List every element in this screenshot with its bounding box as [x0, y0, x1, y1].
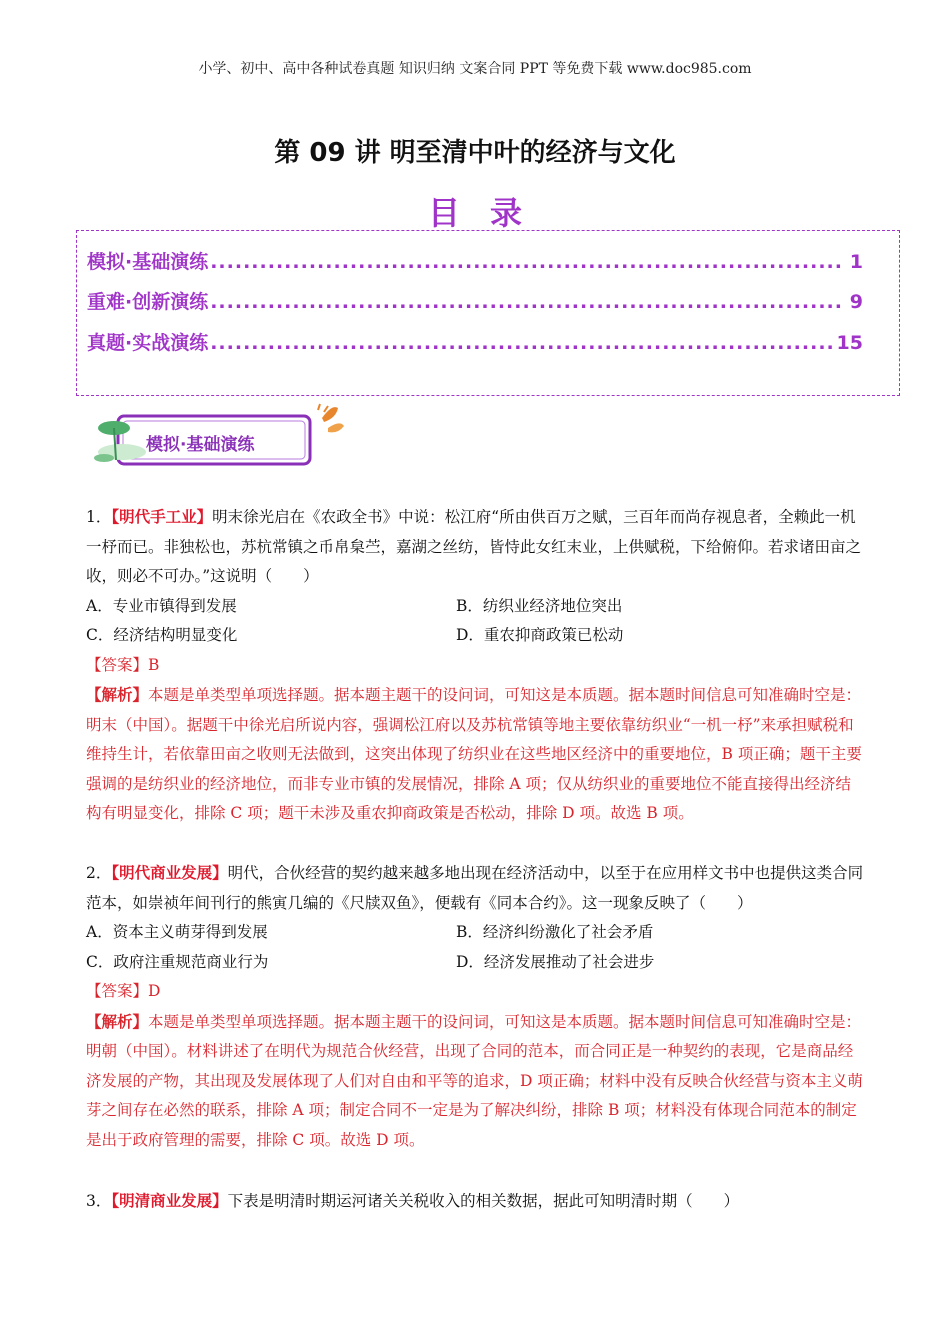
option-a[interactable]: A．资本主义萌芽得到发展 — [86, 923, 268, 941]
toc-leader-dots — [210, 332, 834, 354]
answer: 【答案】D — [86, 982, 161, 1000]
option-b[interactable]: B．经济纠纷激化了社会矛盾 — [456, 923, 654, 941]
option-d[interactable]: D．重农抑商政策已松动 — [456, 626, 624, 644]
question-2 — [86, 858, 866, 1155]
option-b[interactable]: B．纺织业经济地位突出 — [456, 596, 623, 615]
question-1 — [86, 502, 866, 829]
table-of-contents — [76, 230, 900, 396]
question-stem: 2．【明代商业发展】明代，合伙经营的契约越来越多地出现在经济活动中，以至于在应用样文书中也提供这类合同范本，如崇祯年间刊行的熊寅几编的《尺牍双鱼》，便载有《同本合约》。这一现象反映了（ ） — [86, 863, 864, 912]
toc-item-page: 15 — [836, 332, 863, 354]
document-title: 第 09 讲 明至清中叶的经济与文化 — [274, 138, 676, 168]
option-row — [86, 948, 866, 978]
toc-item-page: 9 — [849, 291, 863, 313]
toc-item-advanced[interactable] — [87, 287, 863, 317]
option-c[interactable]: C．经济结构明显变化 — [86, 626, 238, 644]
question-stem: 3．【明清商业发展】下表是明清时期运河诸关关税收入的相关数据，据此可知明清时期（ ） — [86, 1191, 740, 1210]
page-header: 小学、初中、高中各种试卷真题 知识归纳 文案合同 PPT 等免费下载 www.doc985.com — [198, 61, 752, 77]
explanation: 【解析】本题是单类型单项选择题。据本题主题干的设问词，可知这是本质题。据本题时间信息可知准确时空是：明末（中国）。据题干中徐光启所说内容，强调松江府以及苏杭常镇等地主要依靠纺织业“一机一杼”来承担赋税和维持生计，若依靠田亩之收则无法做到，这突出体现了纺织业在这些地区经济中的重要地位，B 项正确；题干主要强调的是纺织业的经济地位，而非专业市镇的发展情况，排除 A 项；仅从纺织业的重要地位不能直接得出经济结构有明显变化，排除 C 项；题干未涉及重农抑商政策是否松动，排除 D 项。故选 B 项。 — [86, 685, 862, 822]
explanation: 【解析】本题是单类型单项选择题。据本题主题干的设问词，可知这是本质题。据本题时间信息可知准确时空是：明朝（中国）。材料讲述了在明代为规范合伙经营，出现了合同的范本，而合同正是一种契约的表现，它是商品经济发展的产物，其出现及发展体现了人们对自由和平等的追求，D 项正确；材料中没有反映合伙经营与资本主义萌芽之间存在必然的联系，排除 A 项；制定合同不一定是为了解决纠纷，排除 B 项；材料没有体现合同范本的制定是出于政府管理的需要，排除 C 项。故选 D 项。 — [86, 1011, 863, 1149]
toc-item-page: 1 — [849, 251, 863, 273]
question-tag: 【明清商业发展】 — [111, 1191, 228, 1210]
option-c[interactable]: C．政府注重规范商业行为 — [86, 952, 269, 971]
toc-item-basic[interactable] — [87, 247, 863, 277]
option-row — [86, 592, 866, 622]
question-tag: 【明代商业发展】 — [111, 863, 228, 882]
toc-leader-dots — [210, 251, 843, 273]
option-row — [86, 918, 866, 948]
section-badge — [92, 402, 352, 476]
toc-item-label: 重难·创新演练 — [87, 291, 209, 313]
answer: 【答案】B — [86, 655, 160, 674]
question-tag: 【明代手工业】 — [111, 507, 213, 526]
question-3 — [86, 1186, 866, 1217]
toc-item-real-exam[interactable] — [87, 328, 863, 358]
question-stem: 1．【明代手工业】明末徐光启在《农政全书》中说：松江府“所由供百万之赋，三百年而尚存视息者，全赖此一机一杼而已。非独松也，苏杭常镇之币帛枲苎，嘉湖之丝纺，皆恃此女红末业，上供赋税，下给俯仰。若求诸田亩之收，则必不可办。”这说明（ ） — [86, 507, 862, 585]
toc-item-label: 真题·实战演练 — [87, 332, 209, 354]
section-badge-label: 模拟·基础演练 — [146, 435, 255, 455]
toc-item-label: 模拟·基础演练 — [87, 251, 209, 273]
option-a[interactable]: A．专业市镇得到发展 — [86, 596, 237, 615]
option-d[interactable]: D．经济发展推动了社会进步 — [456, 952, 655, 971]
toc-heading: 目录 — [427, 194, 552, 232]
option-row — [86, 621, 866, 651]
toc-leader-dots — [210, 291, 843, 313]
